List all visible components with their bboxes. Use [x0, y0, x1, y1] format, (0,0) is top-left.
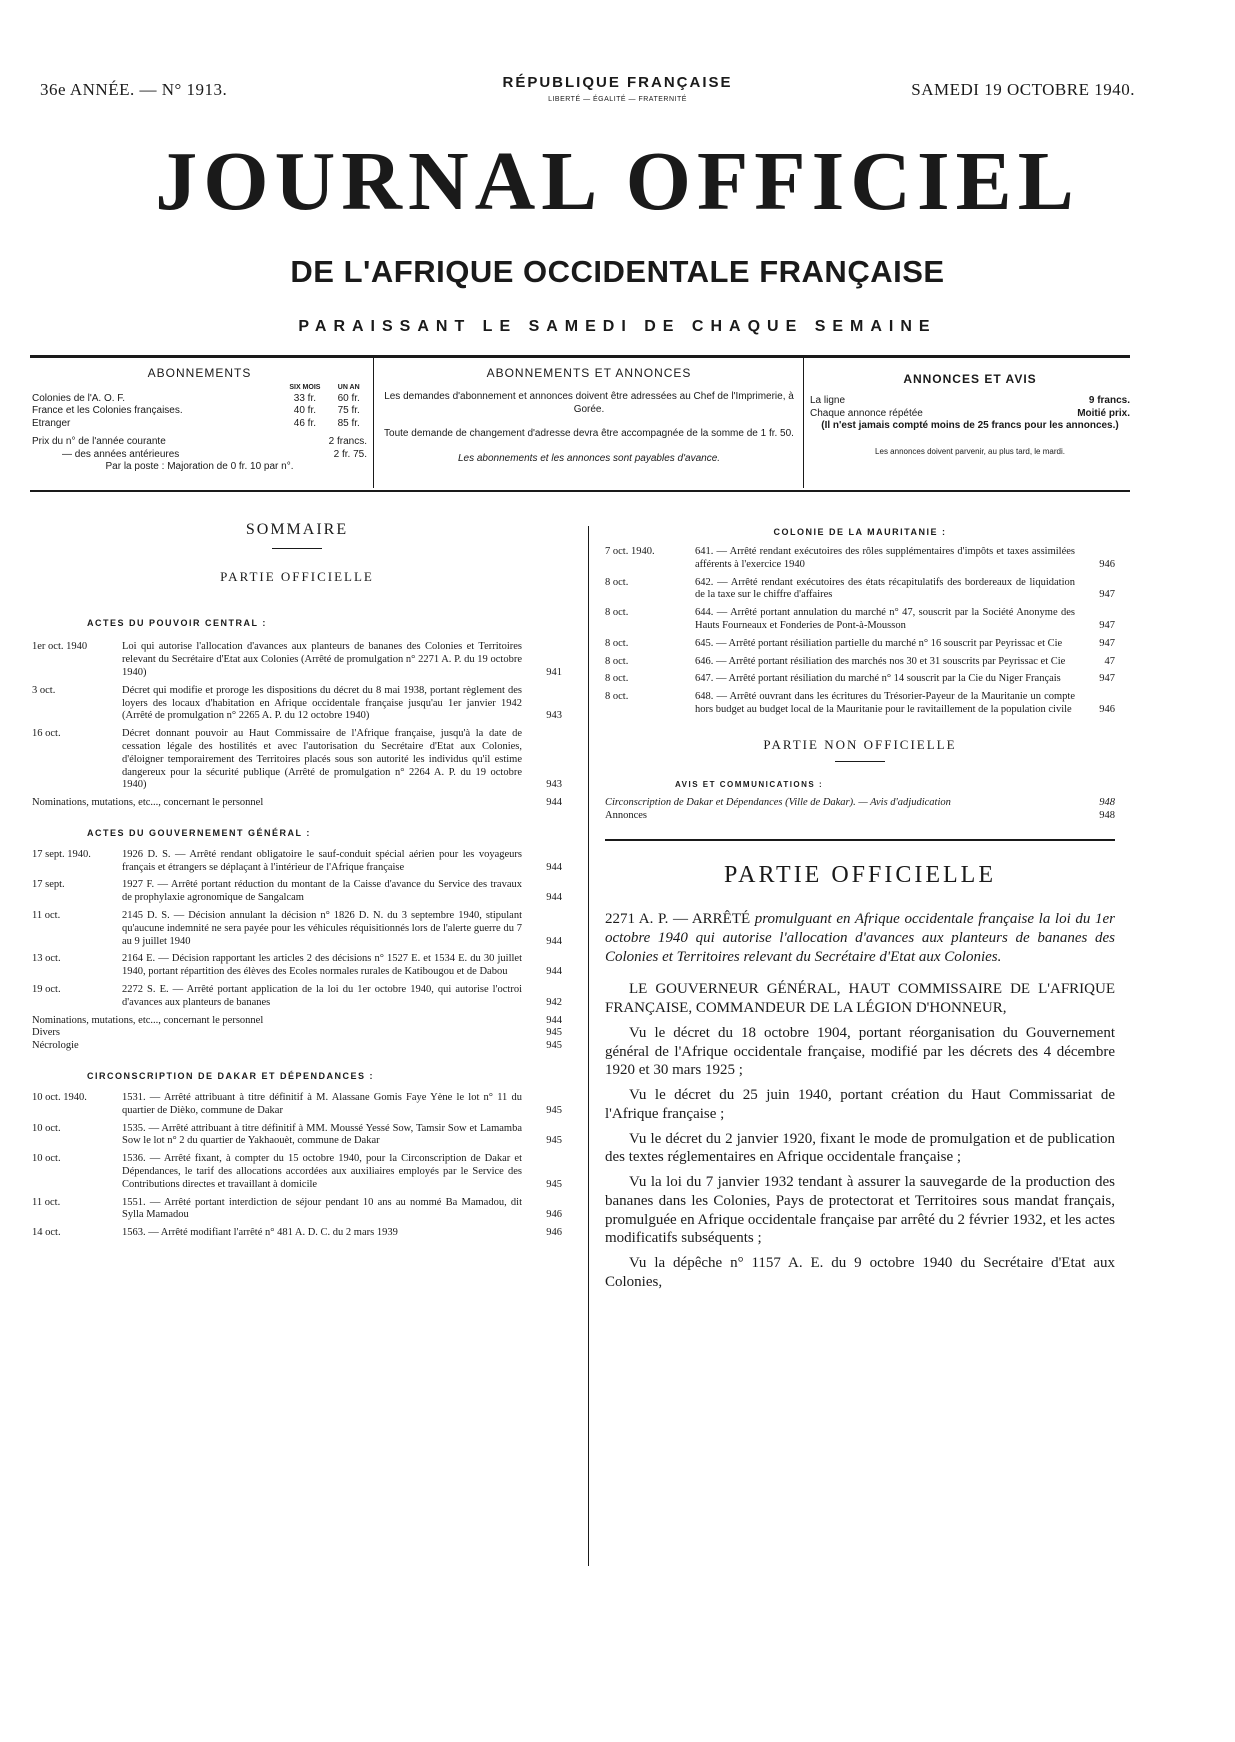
entry-page: 945: [546, 1027, 562, 1039]
partie-non-officielle-label: PARTIE NON OFFICIELLE: [763, 736, 957, 752]
entry-text: 642. — Arrêté rendant exécutoires des états récapitulatifs des bordereaux de liquidation de la taxe sur le chiffre d'affaires: [695, 576, 1075, 601]
entry-text: Loi qui autorise l'allocation d'avances aux planteurs de bananes des Colonies et Territoires relevant du Secrétaire d'Etat aux Colonies (Arrêté de promulgation n° 2271 A. P. du 19 octobre 1940): [122, 641, 522, 678]
entry-date: 8 oct.: [605, 673, 629, 685]
entry-page: 945: [546, 1135, 562, 1147]
entry-date: 7 oct. 1940.: [605, 545, 655, 557]
entry-date: 11 oct.: [32, 910, 61, 922]
annonces-mid-box: [380, 366, 798, 465]
entry-text: 1535. — Arrêté attribuant à titre définitif à MM. Moussé Yessé Sow, Tamsir Sow et Lamamba Sow le lot n° 2 du quartier de Yakhaouèt, commune de Dakar: [122, 1122, 522, 1147]
row-label: Etranger: [32, 417, 71, 429]
list-item: [32, 879, 562, 905]
entry-page: 946: [546, 1209, 562, 1221]
row-label: France et les Colonies françaises.: [32, 405, 183, 417]
sommaire-end-rule: [605, 839, 1115, 841]
entry-date: 16 oct.: [32, 728, 61, 740]
list-item: [32, 685, 562, 723]
repet-price: Moitié prix.: [1077, 407, 1130, 419]
prix-label: — des années antérieures: [62, 448, 180, 460]
entry-text: Nécrologie: [32, 1040, 79, 1052]
entry-text: 2272 S. E. — Arrêté portant application de la loi du 1er octobre 1940, qui autorise l'octroi d'avances aux planteurs de bananes: [122, 984, 522, 1008]
entry-date: 17 sept. 1940.: [32, 848, 91, 860]
entry-text: 1536. — Arrêté fixant, à compter du 15 octobre 1940, pour la Circonscription de Dakar et Dépendances, le tarif des allocations accordées aux auxiliaires employés par le Service des Contributions directes et travaillant à domicile: [122, 1153, 522, 1190]
entry-text: 1531. — Arrêté attribuant à titre définitif à M. Alassane Gomis Faye Yène le lot n° 11 du quartier de Dièko, commune de Dakar: [122, 1092, 522, 1116]
issue-number: 36e ANNÉE. — N° 1913.: [40, 80, 228, 99]
avis-head: AVIS ET COMMUNICATIONS :: [675, 779, 824, 789]
annonces-deadline: Les annonces doivent parvenir, au plus tard, le mardi.: [875, 446, 1065, 456]
box-divider-2: [803, 358, 804, 488]
row-label: Colonies de l'A. O. F.: [32, 392, 126, 404]
list-item: [32, 1153, 562, 1191]
list-item: [32, 1227, 562, 1240]
sommaire-title: SOMMAIRE: [245, 521, 349, 538]
abonnements-box: [32, 366, 367, 474]
poste-note: Par la poste : Majoration de 0 fr. 10 par n°.: [105, 461, 294, 473]
list-item: [605, 797, 1115, 810]
partie-officielle-title: PARTIE OFFICIELLE: [723, 861, 996, 888]
list-item: [32, 797, 562, 810]
box-divider-1: [373, 358, 374, 488]
section-rule: [835, 761, 885, 762]
entry-text: Annonces: [605, 810, 647, 822]
republique-header: RÉPUBLIQUE FRANÇAISE: [502, 74, 733, 91]
entry-date: 14 oct.: [32, 1227, 61, 1239]
entry-text: 648. — Arrêté ouvrant dans les écritures du Trésorier-Payeur de la Mauritanie un compte hors budget au budget local de la Mauritanie pour le ravitaillement de la population civile: [695, 691, 1075, 715]
entry-page: 948: [1099, 810, 1115, 822]
row-six: 33 fr.: [293, 392, 317, 404]
entry-date: 10 oct.: [32, 1122, 61, 1134]
arrete-number: 2271 A. P. — ARRÊTÉ: [605, 911, 751, 928]
list-item: [32, 984, 562, 1010]
entry-page: 944: [546, 966, 562, 978]
entry-page: 946: [546, 1227, 562, 1239]
entry-page: 943: [546, 710, 562, 722]
entry-page: 941: [546, 666, 562, 678]
entry-text: 647. — Arrêté portant résiliation du marché n° 14 souscrit par la Cie du Niger Français: [695, 673, 1061, 685]
entry-text: Décret qui modifie et proroge les dispositions du décret du 8 mai 1938, portant règlement des loyers des locaux d'habitation en Afrique occidentale française jusqu'au 1er janvier 1942 (Arrêté de promulgation n° 2265 A. P. du 12 octobre 1940): [122, 684, 522, 722]
list-item: [32, 1027, 562, 1040]
list-item: [605, 546, 1115, 572]
prix-value: 2 francs.: [328, 436, 367, 448]
entry-date: 10 oct. 1940.: [32, 1092, 87, 1103]
list-item: [605, 810, 1115, 823]
entry-page: 946: [1099, 703, 1115, 715]
top-rule: [30, 355, 1130, 358]
entry-page: 944: [546, 797, 562, 809]
list-item: [32, 1040, 562, 1053]
entry-text: 1551. — Arrêté portant interdiction de séjour pendant 10 ans au nommé Ba Mamadou, dit Sylla Mamadou: [122, 1196, 522, 1221]
pouvoir-central-head: ACTES DU POUVOIR CENTRAL :: [87, 618, 267, 629]
entry-date: 8 oct.: [605, 576, 629, 588]
col-six-mois: SIX MOIS: [289, 384, 321, 391]
entry-date: 8 oct.: [605, 691, 629, 703]
entry-text: 645. — Arrêté portant résiliation partielle du marché n° 16 souscrit par Peyrissac et Cie: [695, 637, 1063, 649]
entry-date: 3 oct.: [32, 684, 56, 696]
entry-text: 641. — Arrêté rendant exécutoires des rôles supplémentaires d'impôts et taxes assimilées afférents à l'exercice 1940: [695, 545, 1075, 570]
gouverneur-line: LE GOUVERNEUR GÉNÉRAL, HAUT COMMISSAIRE DE L'AFRIQUE FRANÇAISE, COMMANDEUR DE LA LÉGION D'HONNEUR,: [605, 981, 1115, 1017]
abonnements-title: ABONNEMENTS: [147, 366, 252, 380]
visa-paragraph: Vu le décret du 25 juin 1940, portant création du Haut Commissariat de l'Afrique française ;: [605, 1087, 1115, 1122]
entry-text: 2145 D. S. — Décision annulant la décision n° 1826 D. N. du 3 septembre 1940, stipulant qu'aucune indemnité ne sera payée pour les véhicules réquisitionnés lors de l'alerte guerre du 7 au 9 juillet 1940: [122, 910, 522, 947]
entry-page: 947: [1099, 673, 1115, 685]
list-item: [32, 1197, 562, 1223]
list-item: [32, 1092, 562, 1118]
entry-text: Décret donnant pouvoir au Haut Commissaire de l'Afrique française, jusqu'à la date de cessation légale des hostilités et avec l'autorisation du Secrétaire d'Etat aux Colonies, d'éloigner temporairement des Territoires placés sous son autorité les individus qu'il estime dangereux pour la sécurité publique (Arrêté de promulgation n° 2264 A. P. du 19 octobre 1940): [122, 728, 522, 791]
partie-officielle-label: PARTIE OFFICIELLE: [220, 568, 374, 584]
entry-page: 942: [546, 996, 562, 1008]
entry-page: 945: [546, 1104, 562, 1116]
entry-page: 946: [1099, 558, 1115, 570]
entry-date: 19 oct.: [32, 984, 61, 996]
entry-page: 944: [546, 861, 562, 873]
gouvernement-head: ACTES DU GOUVERNEMENT GÉNÉRAL :: [87, 827, 311, 838]
annonces-mid-p2: Toute demande de changement d'adresse devra être accompagnée de la somme de 1 fr. 50.: [384, 428, 794, 439]
visa-paragraph: Vu le décret du 18 octobre 1904, portant réorganisation du Gouvernement général de l'Afrique occidentale française, modifié par les décrets des 4 décembre 1920 et 30 mars 1925 ;: [605, 1024, 1115, 1079]
dakar-head: CIRCONSCRIPTION DE DAKAR ET DÉPENDANCES :: [87, 1071, 375, 1082]
journal-subtitle: DE L'AFRIQUE OCCIDENTALE FRANÇAISE: [290, 254, 945, 289]
entry-date: 1er oct. 1940: [32, 641, 88, 653]
sommaire-rule: [272, 548, 322, 549]
entry-page: 47: [1104, 655, 1115, 667]
visa-paragraph: Vu la dépêche n° 1157 A. E. du 9 octobre 1940 du Secrétaire d'Etat aux Colonies,: [605, 1255, 1115, 1290]
periodicity: PARAISSANT LE SAMEDI DE CHAQUE SEMAINE: [298, 318, 937, 335]
list-item: [32, 849, 562, 875]
column-divider: [588, 526, 589, 1566]
entry-text: Nominations, mutations, etc..., concernant le personnel: [32, 797, 264, 809]
entry-text: 646. — Arrêté portant résiliation des marchés nos 30 et 31 souscrits par Peyrissac et Cie: [695, 655, 1066, 667]
list-item: [605, 691, 1115, 717]
devise: LIBERTÉ — ÉGALITÉ — FRATERNITÉ: [548, 96, 687, 103]
ligne-price: 9 francs.: [1088, 395, 1130, 406]
prix-label: Prix du n° de l'année courante: [32, 436, 166, 448]
entry-page: 948: [1099, 797, 1115, 809]
list-item: [32, 1015, 562, 1028]
visa-paragraph: Vu la loi du 7 janvier 1932 tendant à assurer la sauvegarde de la production des bananes dans les Colonies, Pays de protectorat et Territoires sous mandat français, promulguée en Afrique occidentale française par arrêté du 2 février 1932, et les actes modificatifs subséquents ;: [605, 1174, 1115, 1247]
entry-page: 943: [546, 779, 562, 791]
entry-text: 2164 E. — Décision rapportant les articles 2 des décisions n° 1527 E. et 1534 E. du 30 juillet 1940, portant répartition des élèves des Ecoles normales rurales de Katibougou et de Dabou: [122, 953, 522, 978]
annonces-right-box: [810, 372, 1130, 457]
sommaire-column: [32, 520, 562, 1245]
ligne-label: La ligne: [810, 395, 846, 406]
entry-date: 8 oct.: [605, 637, 629, 649]
entry-page: 945: [546, 1178, 562, 1190]
entry-text: 1926 D. S. — Arrêté rendant obligatoire le sauf-conduit spécial aérien pour les voyageurs français et étrangers se déplaçant à l'intérieur de l'Afrique française: [122, 848, 522, 873]
entry-date: 10 oct.: [32, 1153, 61, 1165]
abonnements-table: [32, 384, 367, 430]
list-item: [32, 728, 562, 792]
list-item: [605, 638, 1115, 651]
annonces-mid-title: ABONNEMENTS ET ANNONCES: [486, 366, 692, 380]
entry-text: 1927 F. — Arrêté portant réduction du montant de la Caisse d'avance du Service des travaux de prophylaxie agronomique de Sangalcam: [122, 879, 522, 904]
list-item: [605, 577, 1115, 603]
entry-text: Circonscription de Dakar et Dépendances (Ville de Dakar). — Avis d'adjudication: [605, 797, 951, 809]
entry-page: 945: [546, 1040, 562, 1052]
entry-page: 944: [546, 935, 562, 947]
arrete-title: promulguant en Afrique occidentale française la loi du 1er octobre 1940 qui autorise l'allocation d'avances aux planteurs de bananes des Colonies et Territoires relevant du Secrétaire d'Etat aux Colonies.: [605, 911, 1115, 965]
list-item: [32, 953, 562, 979]
mauritanie-head: COLONIE DE LA MAURITANIE :: [773, 527, 947, 537]
entry-date: 17 sept.: [32, 879, 65, 891]
issue-date: SAMEDI 19 OCTOBRE 1940.: [911, 80, 1135, 99]
entry-page: 944: [546, 892, 562, 904]
right-column: [605, 527, 1115, 1298]
entry-text: Nominations, mutations, etc..., concernant le personnel: [32, 1014, 264, 1026]
list-item: [605, 607, 1115, 633]
row-six: 40 fr.: [293, 405, 317, 417]
annonces-min-note: (Il n'est jamais compté moins de 25 francs pour les annonces.): [821, 420, 1119, 431]
list-item: [32, 1123, 562, 1149]
annonces-mid-p1: Les demandes d'abonnement et annonces doivent être adressées au Chef de l'Imprimerie, à Gorée.: [384, 391, 794, 415]
repet-label: Chaque annonce répétée: [810, 407, 923, 419]
entry-date: 8 oct.: [605, 655, 629, 667]
row-an: 85 fr.: [337, 417, 360, 429]
col-un-an: UN AN: [337, 384, 360, 391]
list-item: [32, 910, 562, 948]
entry-text: Divers: [32, 1027, 60, 1039]
entry-date: 11 oct.: [32, 1196, 61, 1208]
entry-date: 8 oct.: [605, 607, 629, 619]
entry-date: 13 oct.: [32, 953, 61, 965]
entry-page: 947: [1099, 637, 1115, 649]
annonces-right-title: ANNONCES ET AVIS: [903, 372, 1037, 386]
list-item: [605, 673, 1115, 686]
entry-page: 947: [1099, 619, 1115, 631]
annonces-mid-p3: Les abonnements et les annonces sont payables d'avance.: [457, 452, 721, 464]
entry-page: 944: [546, 1014, 562, 1026]
row-an: 75 fr.: [337, 405, 360, 417]
row-six: 46 fr.: [293, 417, 317, 429]
entry-text: 644. — Arrêté portant annulation du marché n° 47, souscrit par la Société Anonyme des Hauts Fourneaux et Fonderies de Pont-à-Mousson: [695, 607, 1075, 631]
entry-page: 947: [1099, 589, 1115, 601]
prix-value: 2 fr. 75.: [333, 448, 367, 460]
entry-text: 1563. — Arrêté modifiant l'arrêté n° 481 A. D. C. du 2 mars 1939: [122, 1227, 398, 1239]
list-item: [32, 641, 562, 679]
visa-paragraph: Vu le décret du 2 janvier 1920, fixant le mode de promulgation et de publication des textes réglementaires en Afrique occidentale française ;: [605, 1130, 1115, 1166]
box-bottom-rule: [30, 490, 1130, 492]
journal-title: JOURNAL OFFICIEL: [155, 135, 1080, 228]
list-item: [605, 656, 1115, 669]
row-an: 60 fr.: [337, 392, 360, 404]
